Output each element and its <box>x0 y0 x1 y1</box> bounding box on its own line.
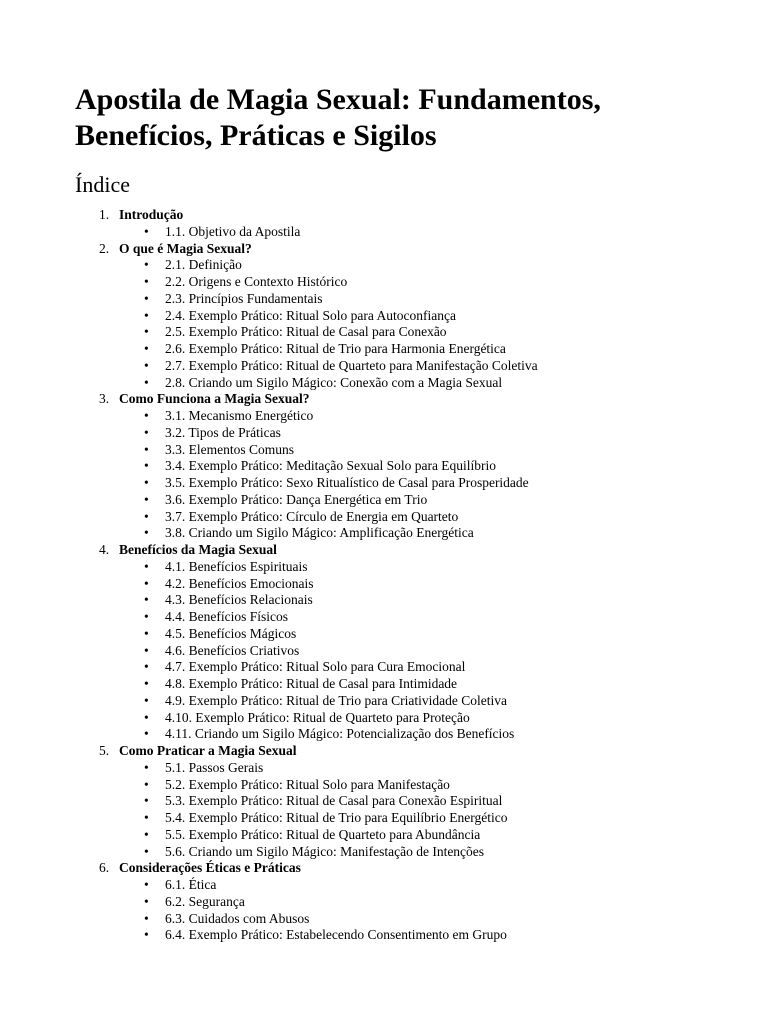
toc-section-heading <box>75 542 728 559</box>
toc-subsection-label: 5.1. Passos Gerais <box>165 759 264 775</box>
bullet-icon: • <box>144 508 149 524</box>
bullet-icon: • <box>144 843 149 859</box>
bullet-icon: • <box>144 424 149 440</box>
toc-subsection-label: 2.3. Princípios Fundamentais <box>165 290 323 306</box>
toc-subsection-label: 5.2. Exemplo Prático: Ritual Solo para Manifestação <box>165 776 450 792</box>
toc-subsection-item <box>75 576 728 593</box>
toc-subsection-list <box>75 408 728 542</box>
toc-subsection-label: 3.2. Tipos de Práticas <box>165 424 281 440</box>
bullet-icon: • <box>144 575 149 591</box>
toc-subsection-label: 4.1. Benefícios Espirituais <box>165 558 308 574</box>
toc-subsection-item <box>75 324 728 341</box>
toc-section-number: 2. <box>99 240 110 256</box>
bullet-icon: • <box>144 408 149 423</box>
toc-subsection-item <box>75 643 728 660</box>
toc-subsection-label: 6.2. Segurança <box>165 893 245 909</box>
toc-subsection-item <box>75 793 728 810</box>
toc-subsection-item <box>75 492 728 509</box>
toc-subsection-label: 5.3. Exemplo Prático: Ritual de Casal para Conexão Espiritual <box>165 793 503 809</box>
bullet-icon: • <box>144 826 149 842</box>
toc-subsection-label: 2.4. Exemplo Prático: Ritual Solo para Autoconfiança <box>165 307 456 323</box>
toc-subsection-label: 3.8. Criando um Sigilo Mágico: Amplificação Energética <box>165 525 474 541</box>
toc-section-heading <box>75 241 728 258</box>
bullet-icon: • <box>144 357 149 373</box>
toc-subsection-label: 3.5. Exemplo Prático: Sexo Ritualístico de Casal para Prosperidade <box>165 475 529 490</box>
bullet-icon: • <box>144 642 149 658</box>
toc-section-number: 3. <box>99 391 110 407</box>
bullet-icon: • <box>144 759 149 775</box>
toc-subsection-item <box>75 626 728 643</box>
toc-section <box>75 743 728 860</box>
toc-subsection-item <box>75 375 728 392</box>
bullet-icon: • <box>144 592 149 608</box>
toc-section-heading <box>75 391 728 408</box>
toc-subsection-item <box>75 358 728 375</box>
toc-subsection-label: 4.8. Exemplo Prático: Ritual de Casal para Intimidade <box>165 676 458 691</box>
toc-subsection-label: 1.1. Objetivo da Apostila <box>165 223 301 239</box>
toc-subsection-item <box>75 509 728 526</box>
toc-subsection-item <box>75 777 728 794</box>
toc-section <box>75 391 728 542</box>
bullet-icon: • <box>144 810 149 825</box>
toc-section <box>75 860 728 944</box>
bullet-icon: • <box>144 776 149 792</box>
toc-subsection-label: 2.8. Criando um Sigilo Mágico: Conexão com a Magia Sexual <box>165 374 503 390</box>
toc-section-heading <box>75 743 728 760</box>
toc-subsection-item <box>75 844 728 861</box>
toc-subsection-label: 5.6. Criando um Sigilo Mágico: Manifestação de Intenções <box>165 843 485 859</box>
toc-subsection-label: 4.5. Benefícios Mágicos <box>165 625 297 641</box>
toc-subsection-list <box>75 257 728 391</box>
toc-section-title: O que é Magia Sexual? <box>119 240 252 256</box>
toc-section-number: 4. <box>99 542 110 557</box>
toc-subsection-item <box>75 877 728 894</box>
bullet-icon: • <box>144 625 149 641</box>
toc-subsection-label: 2.6. Exemplo Prático: Ritual de Trio para Harmonia Energética <box>165 341 506 356</box>
toc-subsection-label: 3.6. Exemplo Prático: Dança Energética em Trio <box>165 491 428 507</box>
toc-subsection-label: 3.3. Elementos Comuns <box>165 441 294 457</box>
bullet-icon: • <box>144 475 149 490</box>
bullet-icon: • <box>144 458 149 474</box>
toc-subsection-label: 2.5. Exemplo Prático: Ritual de Casal para Conexão <box>165 324 447 340</box>
toc-subsection-label: 2.1. Definição <box>165 257 242 273</box>
bullet-icon: • <box>144 659 149 675</box>
toc-section <box>75 241 728 392</box>
toc-subsection-label: 5.5. Exemplo Prático: Ritual de Quarteto para Abundância <box>165 826 481 842</box>
toc-subsection-item <box>75 341 728 358</box>
bullet-icon: • <box>144 877 149 892</box>
toc-subsection-item <box>75 911 728 928</box>
toc-subsection-label: 4.2. Benefícios Emocionais <box>165 575 314 591</box>
bullet-icon: • <box>144 374 149 390</box>
toc-subsection-label: 4.7. Exemplo Prático: Ritual Solo para Cura Emocional <box>165 659 466 675</box>
toc-subsection-list <box>75 224 728 241</box>
toc-subsection-label: 4.4. Benefícios Físicos <box>165 609 288 624</box>
bullet-icon: • <box>144 441 149 457</box>
toc-section-number: 5. <box>99 743 110 758</box>
toc-subsection-list <box>75 559 728 743</box>
toc-subsection-item <box>75 475 728 492</box>
toc-subsection-label: 3.7. Exemplo Prático: Círculo de Energia em Quarteto <box>165 508 459 524</box>
toc-subsection-list <box>75 877 728 944</box>
toc-subsection-item <box>75 257 728 274</box>
toc-subsection-list <box>75 760 728 861</box>
toc-heading: Índice <box>75 172 130 197</box>
toc-subsection-item <box>75 224 728 241</box>
bullet-icon: • <box>144 676 149 691</box>
toc-subsection-item <box>75 592 728 609</box>
toc-subsection-label: 4.3. Benefícios Relacionais <box>165 592 313 608</box>
toc-subsection-label: 4.9. Exemplo Prático: Ritual de Trio para Criatividade Coletiva <box>165 692 507 708</box>
toc-section-title: Como Funciona a Magia Sexual? <box>119 391 310 407</box>
toc-section-heading <box>75 860 728 877</box>
toc-section-title: Introdução <box>119 207 184 222</box>
toc-subsection-item <box>75 308 728 325</box>
toc-subsection-label: 6.1. Ética <box>165 877 217 892</box>
toc-subsection-item <box>75 458 728 475</box>
bullet-icon: • <box>144 290 149 306</box>
toc-subsection-item <box>75 274 728 291</box>
toc-subsection-item <box>75 425 728 442</box>
toc-subsection-item <box>75 810 728 827</box>
table-of-contents <box>75 207 728 944</box>
toc-subsection-item <box>75 559 728 576</box>
toc-subsection-label: 3.4. Exemplo Prático: Meditação Sexual Solo para Equilíbrio <box>165 458 497 474</box>
toc-section-title: Benefícios da Magia Sexual <box>119 542 277 557</box>
bullet-icon: • <box>144 324 149 340</box>
bullet-icon: • <box>144 491 149 507</box>
toc-subsection-label: 4.10. Exemplo Prático: Ritual de Quarteto para Proteção <box>165 709 470 725</box>
toc-subsection-label: 3.1. Mecanismo Energético <box>165 408 314 423</box>
bullet-icon: • <box>144 341 149 356</box>
toc-subsection-item <box>75 659 728 676</box>
bullet-icon: • <box>144 274 149 289</box>
toc-section <box>75 542 728 743</box>
bullet-icon: • <box>144 257 149 273</box>
bullet-icon: • <box>144 307 149 323</box>
document-title: Apostila de Magia Sexual: Fundamentos, Benefícios, Práticas e Sigilos <box>75 83 601 152</box>
bullet-icon: • <box>144 927 149 943</box>
toc-subsection-label: 6.3. Cuidados com Abusos <box>165 910 310 926</box>
bullet-icon: • <box>144 558 149 574</box>
toc-subsection-item <box>75 710 728 727</box>
toc-subsection-item <box>75 609 728 626</box>
toc-section-heading <box>75 207 728 224</box>
toc-subsection-item <box>75 291 728 308</box>
toc-section <box>75 207 728 241</box>
toc-subsection-item <box>75 760 728 777</box>
toc-subsection-item <box>75 894 728 911</box>
bullet-icon: • <box>144 793 149 809</box>
bullet-icon: • <box>144 893 149 909</box>
toc-section-number: 1. <box>99 207 110 222</box>
toc-section-number: 6. <box>99 860 110 876</box>
toc-subsection-item <box>75 726 728 743</box>
toc-subsection-item <box>75 676 728 693</box>
toc-subsection-item <box>75 525 728 542</box>
toc-subsection-label: 6.4. Exemplo Prático: Estabelecendo Consentimento em Grupo <box>165 927 507 943</box>
toc-subsection-label: 5.4. Exemplo Prático: Ritual de Trio para Equilíbrio Energético <box>165 810 508 825</box>
toc-subsection-item <box>75 408 728 425</box>
toc-subsection-item <box>75 693 728 710</box>
bullet-icon: • <box>144 692 149 708</box>
toc-section-title: Considerações Éticas e Práticas <box>119 860 301 876</box>
toc-subsection-item <box>75 442 728 459</box>
toc-subsection-label: 2.7. Exemplo Prático: Ritual de Quarteto para Manifestação Coletiva <box>165 357 538 373</box>
bullet-icon: • <box>144 525 149 541</box>
bullet-icon: • <box>144 609 149 624</box>
toc-subsection-item <box>75 927 728 944</box>
bullet-icon: • <box>144 910 149 926</box>
bullet-icon: • <box>144 223 149 239</box>
bullet-icon: • <box>144 726 149 742</box>
toc-subsection-item <box>75 827 728 844</box>
toc-subsection-label: 4.11. Criando um Sigilo Mágico: Potencialização dos Benefícios <box>165 726 515 742</box>
toc-subsection-label: 2.2. Origens e Contexto Histórico <box>165 274 348 289</box>
toc-section-title: Como Praticar a Magia Sexual <box>119 743 297 758</box>
toc-subsection-label: 4.6. Benefícios Criativos <box>165 642 300 658</box>
bullet-icon: • <box>144 709 149 725</box>
